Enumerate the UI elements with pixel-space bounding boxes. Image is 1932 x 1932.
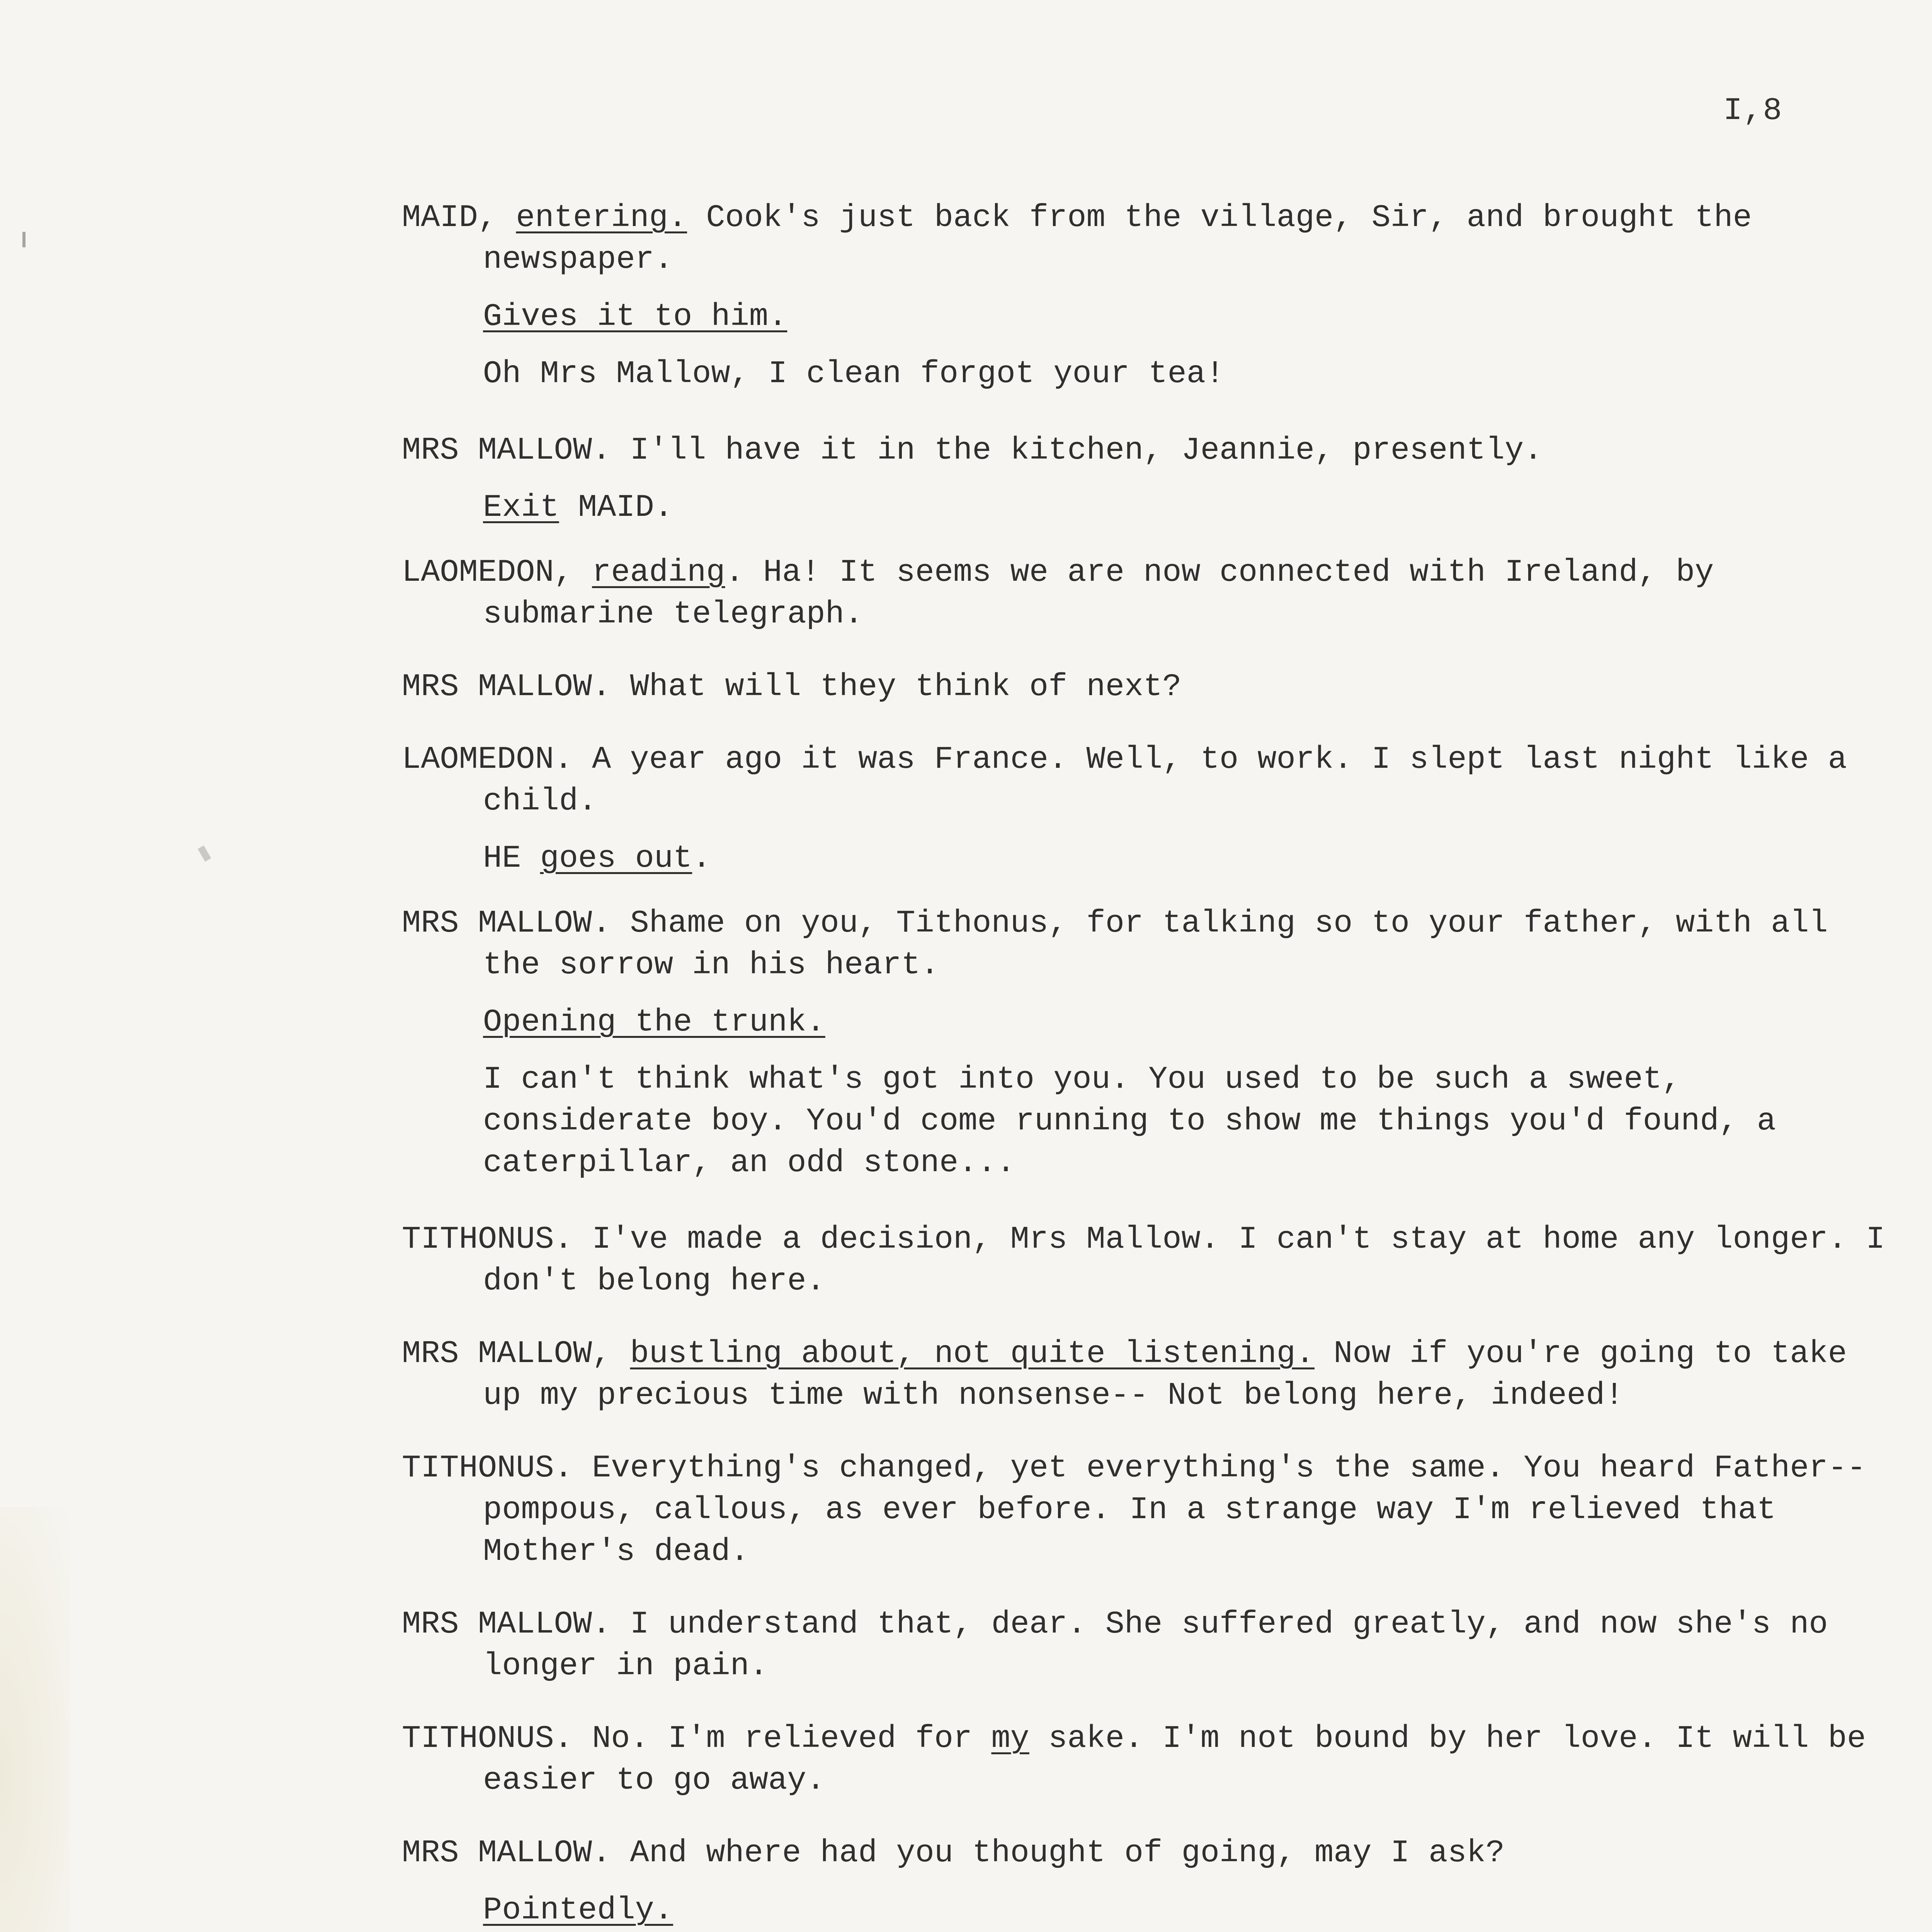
speech-line [402, 903, 1901, 986]
stage-direction [483, 1002, 1901, 1043]
speech-line [402, 1604, 1901, 1687]
dialogue-text: Cook's just back from the village, Sir, and brought the newspaper. [483, 200, 1771, 277]
speaker-name: LAOMEDON, [402, 554, 592, 590]
speaker-name: MRS MALLOW. [402, 905, 611, 941]
speaker-name: MRS MALLOW. [402, 1835, 611, 1871]
dialogue-text: I've made a decision, Mrs Mallow. I can't stay at home any longer. I don't belong here. [483, 1221, 1904, 1299]
speech-line [402, 552, 1901, 635]
speech-line [402, 1333, 1901, 1417]
speaker-name: TITHONUS. [402, 1721, 573, 1757]
dialogue-text: What will they think of next? [611, 669, 1182, 705]
speech-line [402, 739, 1901, 822]
stage-direction [483, 1889, 1901, 1931]
speaker-name: MRS MALLOW. [402, 432, 611, 468]
paper-mark [22, 232, 26, 247]
stage-direction-text: HE [483, 840, 540, 876]
dialogue-continuation: I can't think what's got into you. You used to be such a sweet, considerate boy. You'd come running to show me things you'd found, a caterpillar, an odd stone... [483, 1061, 1795, 1181]
speech-line [402, 666, 1901, 708]
stage-direction [483, 296, 1901, 338]
speaker-name: TITHONUS. [402, 1221, 573, 1257]
dialogue-text: No. I'm relieved for [573, 1721, 992, 1757]
stage-direction [483, 487, 1901, 529]
dialogue-continuation: Oh Mrs Mallow, I clean forgot your tea! [483, 356, 1225, 392]
speech-line [402, 1219, 1904, 1302]
stage-direction-text: goes out [540, 840, 692, 876]
dialogue-text: A year ago it was France. Well, to work. I slept last night like a child. [483, 742, 1866, 819]
paper-stain [0, 1507, 70, 1932]
stage-direction-text: Exit [483, 490, 559, 526]
speech-line [402, 197, 1901, 281]
dialogue-text: Shame on you, Tithonus, for talking so to your father, with all the sorrow in his heart. [483, 905, 1847, 983]
dialogue-text: Now if you're going to take up my precious time with nonsense-- Not belong here, indeed! [483, 1336, 1866, 1413]
dialogue-text: Everything's changed, yet everything's the same. You heard Father-- pompous, callous, as ever before. In a strange way I'm relieved that Mother's dead. [483, 1450, 1885, 1570]
speaker-name: TITHONUS. [402, 1450, 573, 1486]
paper-mark [198, 845, 211, 862]
dialogue-text: I understand that, dear. She suffered greatly, and now she's no longer in pain. [483, 1606, 1847, 1684]
dialogue-text: I'll have it in the kitchen, Jeannie, presently. [611, 432, 1543, 468]
dialogue-text: . Ha! It seems we are now connected with Ireland, by submarine telegraph. [483, 554, 1733, 632]
stage-direction-inline: entering. [516, 200, 687, 236]
dialogue-text: And where had you thought of going, may I ask? [611, 1835, 1505, 1871]
stage-direction-text: Pointedly. [483, 1892, 673, 1928]
speech-line [402, 1718, 1901, 1801]
speaker-name: MRS MALLOW. [402, 1606, 611, 1642]
stage-direction-text: Gives it to him. [483, 299, 787, 335]
speech-line [402, 1447, 1901, 1573]
speaker-name: MAID, [402, 200, 516, 236]
stage-direction [483, 838, 1901, 879]
speech-line [402, 430, 1901, 471]
stage-direction-text: . [692, 840, 711, 876]
script-body [402, 197, 1904, 1932]
speaker-name: MRS MALLOW. [402, 669, 611, 705]
stage-direction-text: MAID. [559, 490, 673, 526]
stage-direction-inline: reading [592, 554, 725, 590]
stage-direction-inline: bustling about, not quite listening. [630, 1336, 1315, 1372]
stage-direction-text: Opening the trunk. [483, 1004, 825, 1040]
speech-line [402, 1832, 1901, 1874]
page-number: I,8 [1723, 93, 1783, 129]
dialogue-text: sake. I'm not bound by her love. It will be easier to go away. [483, 1721, 1885, 1798]
speaker-name: LAOMEDON. [402, 742, 573, 777]
speaker-name: MRS MALLOW, [402, 1336, 630, 1372]
emphasized-word: my [991, 1721, 1029, 1757]
